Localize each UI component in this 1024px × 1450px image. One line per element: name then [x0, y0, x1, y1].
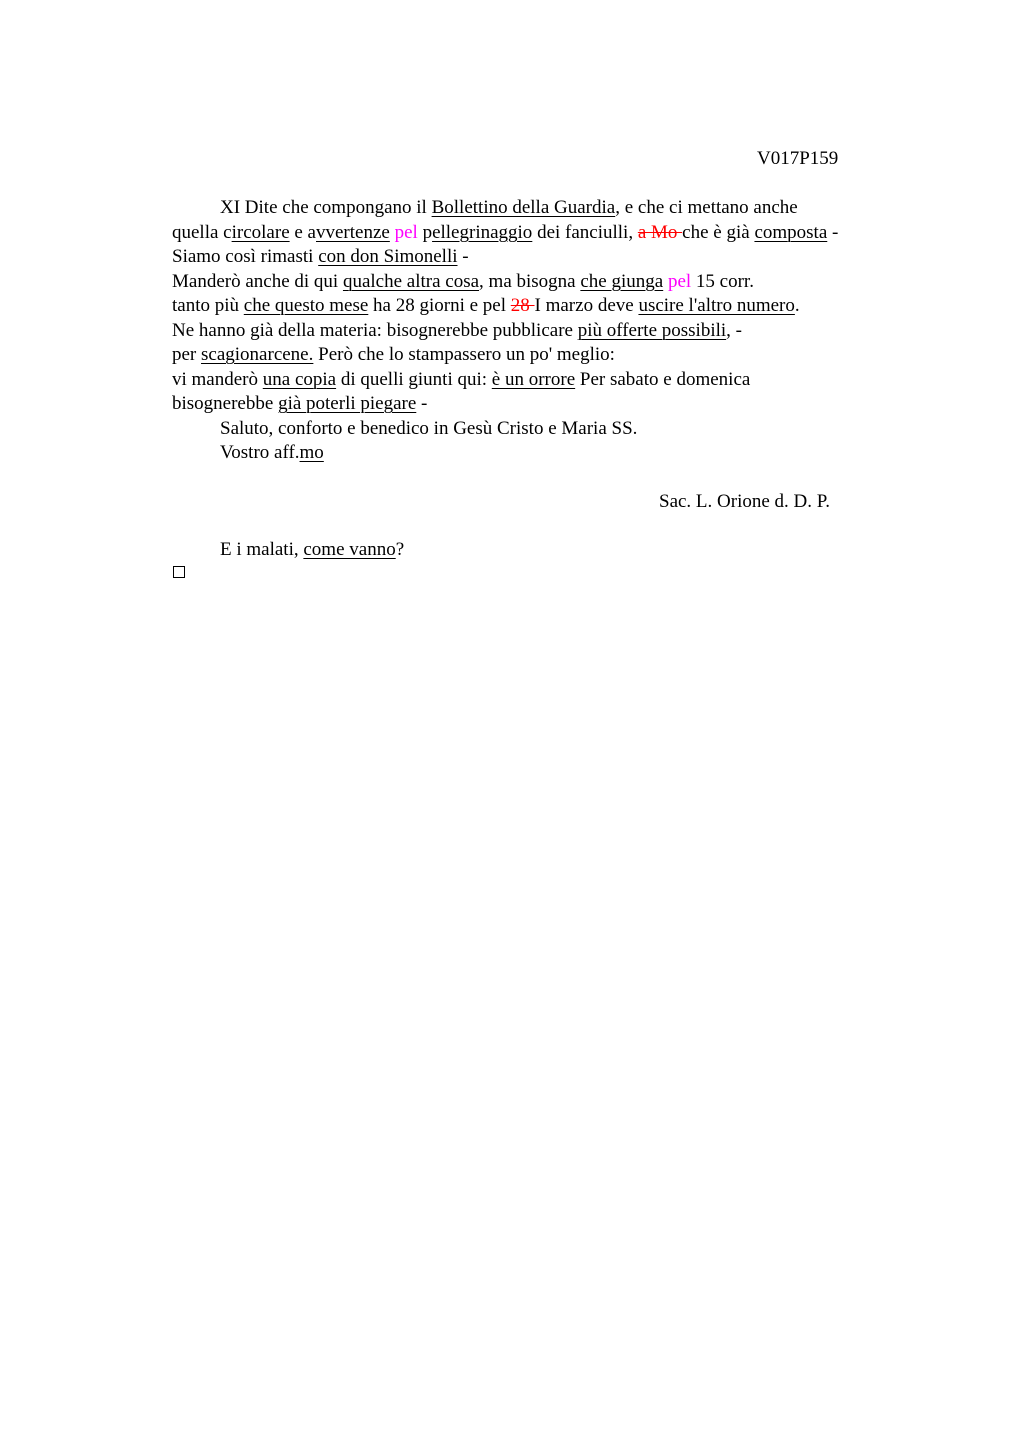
text-segment: Per sabato e domenica	[575, 368, 751, 390]
page-code: V017P159	[757, 148, 839, 169]
text-segment: , -	[726, 319, 742, 341]
text-segment: Vostro aff.	[220, 442, 300, 463]
text-segment: ?	[395, 539, 405, 560]
text-segment: per	[172, 344, 202, 365]
signature: Sac. L. Orione d. D. P.	[659, 491, 830, 512]
text-segment: -	[457, 246, 469, 267]
text-segment: dei fanciulli,	[532, 221, 638, 243]
underlined-text: uscire l'altro numero	[638, 295, 795, 316]
letter-line	[172, 221, 912, 246]
postscript	[220, 538, 404, 562]
letter-line	[172, 417, 912, 442]
letter-line	[172, 319, 912, 344]
text-segment: ha 28 giorni e pel	[368, 295, 511, 316]
text-segment: Siamo così rimasti	[172, 246, 319, 267]
underlined-text: scagionarcene.	[201, 344, 314, 365]
text-segment: -	[827, 221, 839, 243]
letter-line	[172, 245, 912, 270]
inserted-text: pel	[394, 221, 418, 243]
underlined-text: con don Simonelli	[318, 246, 458, 267]
text-segment: Saluto, conforto e benedico in Gesù Cristo e Maria SS.	[220, 417, 638, 439]
underlined-text: ircolare	[231, 221, 290, 243]
letter-line	[172, 294, 912, 319]
underlined-text: che giunga	[580, 270, 664, 292]
text-segment: E i malati,	[220, 539, 304, 560]
text-segment: Ne hanno già della materia: bisognerebbe pubblicare	[172, 319, 578, 341]
text-segment: I marzo deve	[534, 295, 639, 316]
text-segment: , ma bisogna	[479, 270, 581, 292]
inserted-text: pel	[667, 270, 692, 292]
underlined-text: una copia	[262, 368, 337, 390]
text-segment: , e che ci mettano anche	[615, 197, 798, 218]
underlined-text: composta	[754, 221, 828, 243]
text-segment: bisognerebbe	[172, 393, 279, 414]
text-segment: .	[794, 295, 800, 316]
text-segment: Manderò anche di qui	[172, 270, 343, 292]
underlined-text: più offerte possibili	[577, 319, 727, 341]
letter-line	[172, 343, 912, 368]
deleted-text: 28	[510, 295, 535, 316]
text-segment: p	[417, 221, 433, 243]
underlined-text: qualche altra cosa	[342, 270, 480, 292]
end-marker-box	[173, 566, 185, 578]
underlined-text: già poterli piegare	[278, 393, 417, 414]
deleted-text: a Mo	[637, 221, 683, 243]
underlined-text: ellegrinaggio	[432, 221, 533, 243]
letter-line	[172, 196, 912, 221]
letter-line	[172, 270, 912, 295]
underlined-text: mo	[299, 442, 324, 463]
letter-line	[172, 368, 912, 393]
underlined-text: Bollettino della Guardia	[431, 197, 616, 218]
text-segment: quella c	[172, 221, 232, 243]
text-segment: -	[416, 393, 428, 414]
text-segment: vi manderò	[172, 368, 263, 390]
letter-body	[172, 196, 912, 466]
underlined-text: è un orrore	[491, 368, 576, 390]
text-segment: XI Dite che compongano il	[220, 197, 432, 218]
text-segment: e a	[289, 221, 316, 243]
text-segment: Però che lo stampassero un po' meglio:	[313, 344, 615, 365]
letter-line	[172, 441, 912, 466]
underlined-text: che questo mese	[243, 295, 369, 316]
text-segment: tanto più	[172, 295, 244, 316]
text-segment: 15 corr.	[691, 270, 754, 292]
letter-line	[172, 392, 912, 417]
text-segment: che è già	[682, 221, 755, 243]
underlined-text: come vanno	[303, 539, 396, 560]
underlined-text: vvertenze	[316, 221, 390, 243]
text-segment: di quelli giunti qui:	[336, 368, 492, 390]
